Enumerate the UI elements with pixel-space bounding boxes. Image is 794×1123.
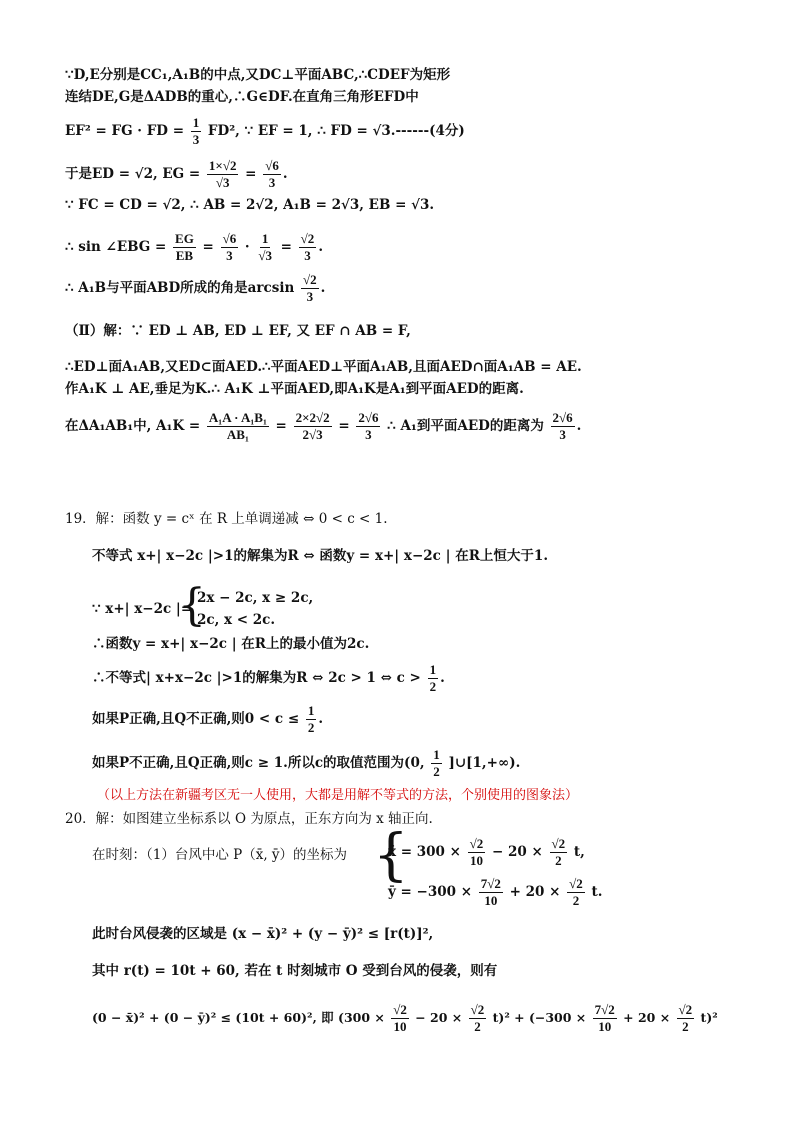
q19-line-6: 如果P正确,且Q不正确,则0 < c ≤ $\frac{1}{2}$ . xyxy=(92,703,324,735)
text: EF² = FG · FD = xyxy=(65,123,185,139)
den: 3 xyxy=(268,175,276,190)
q20-line-3: 此时台风侵袭的区域是 (x − x̄)² + (y − ȳ)² ≤ [r(t)]², xyxy=(92,926,434,942)
den: 3 xyxy=(365,427,372,442)
den: 3 xyxy=(559,427,566,442)
text: · xyxy=(244,239,250,255)
num: 2√6 xyxy=(552,410,573,425)
line-planes: ∴ED⊥面A₁AB,又ED⊂面AED.∴平面AED⊥平面A₁AB,且面AED∩面A₁AB = AE. xyxy=(65,359,582,375)
q20-line-2: 在时刻：（1）台风中心 P（x̄, ȳ）的坐标为 xyxy=(92,847,348,863)
num: √2 xyxy=(470,1002,485,1017)
den: 10 xyxy=(484,893,498,908)
num: 2√6 xyxy=(358,410,379,425)
den: 2 xyxy=(433,764,440,779)
den: 2 xyxy=(682,1019,689,1034)
text: + 20 × xyxy=(509,884,561,900)
text: − 20 × xyxy=(492,844,543,860)
line-distance: 在ΔA₁AB₁中, A₁K = $\frac{\text{A₁A · A₁B₁}}{\text{AB₁}}$ = $\frac{2\times 2√2}{2√3}$ = $\frac{2√6}{3}$ ∴ A₁到平面AED的距离为 $\frac{2√6}{3}$ . xyxy=(65,410,582,442)
line-centroid: 连结DE,G是ΔADB的重心,∴G∈DF.在直角三角形EFD中 xyxy=(65,89,419,105)
text: = xyxy=(280,239,292,255)
text: − 20 × xyxy=(415,1010,463,1025)
text: ∴ A₁到平面AED的距离为 xyxy=(387,418,544,434)
den: 3 xyxy=(304,248,311,263)
num: 7√2 xyxy=(594,1002,615,1017)
num: √2 xyxy=(678,1002,693,1017)
text: 在ΔA₁AB₁中, A₁K = xyxy=(65,418,201,434)
fraction-half xyxy=(306,703,317,736)
den: 3 xyxy=(306,289,314,304)
fraction xyxy=(221,231,239,264)
num: 1 xyxy=(307,703,315,718)
fraction xyxy=(356,410,380,443)
den: 3 xyxy=(192,132,200,147)
fraction xyxy=(301,272,319,305)
q19-line-2: 不等式 x+| x−2c |>1的解集为R ⇔ 函数y = x+| x−2c | 在R上恒大于1. xyxy=(92,548,549,564)
line-part2-start: （Ⅱ）解：∵ ED ⊥ AB, ED ⊥ EF, 又 EF ∩ AB = F, xyxy=(65,323,411,339)
den: 2 xyxy=(572,893,580,908)
num: √6 xyxy=(222,231,237,246)
num: √2 xyxy=(551,836,566,851)
num: √2 xyxy=(469,836,484,851)
fraction xyxy=(593,1002,617,1035)
fraction xyxy=(263,158,281,191)
q20-line-5 xyxy=(92,1002,718,1035)
text: + 20 × xyxy=(623,1010,671,1025)
line-sin-ebg: ∴ sin ∠EBG = $\frac{EG}{EB}$ = $\frac{√6}{3}$ · $\frac{1}{√3}$ = $\frac{√2}{3}$ . xyxy=(65,231,324,263)
coord-x xyxy=(388,836,585,869)
text: FD², ∵ EF = 1, ∴ FD = √3.------(4分) xyxy=(207,123,465,139)
den: 2 xyxy=(555,853,562,868)
fraction xyxy=(468,836,486,869)
den: EB xyxy=(175,248,194,263)
fraction xyxy=(294,410,332,443)
fraction xyxy=(173,231,196,264)
line-ef-squared xyxy=(65,115,465,148)
text: t. xyxy=(591,884,603,900)
fraction xyxy=(207,410,269,443)
num: √2 xyxy=(300,231,315,246)
den: 2 xyxy=(429,679,437,694)
q19-line-5: ∴不等式| x+x−2c |>1的解集为R ⇔ 2c > 1 ⇔ c > $\frac{1}{2}$ . xyxy=(92,662,445,694)
text: t, xyxy=(573,844,585,860)
text: = xyxy=(202,239,214,255)
fraction xyxy=(469,1002,487,1035)
num: 1 xyxy=(429,662,437,677)
left-brace: { xyxy=(178,580,206,631)
num: √6 xyxy=(265,158,279,173)
fraction xyxy=(479,876,503,909)
fraction-half xyxy=(428,662,439,695)
fraction-1-3 xyxy=(191,115,202,148)
line-angle: ∴ A₁B与平面ABD所成的角是arcsin $\frac{√2}{3}$ . xyxy=(65,272,326,304)
case-1: 2x − 2c, x ≥ 2c, xyxy=(197,590,314,606)
text: t)² xyxy=(700,1010,718,1025)
num: 1 xyxy=(433,747,440,762)
text: 如果P不正确,且Q正确,则c ≥ 1.所以c的取值范围为(0, xyxy=(92,755,425,771)
fraction xyxy=(567,876,585,909)
line-perpendicular: 作A₁K ⊥ AE,垂足为K.∴ A₁K ⊥平面AED,即A₁K是A₁到平面AED的距离. xyxy=(65,381,524,397)
text: = xyxy=(338,418,350,434)
left-brace: { xyxy=(373,823,409,888)
num: 1×√2 xyxy=(208,158,237,173)
num: EG xyxy=(175,231,194,246)
fraction-half xyxy=(431,747,442,780)
text: 于是ED = √2, EG = xyxy=(65,166,201,182)
den: √3 xyxy=(258,248,272,263)
den: 2 xyxy=(307,720,315,735)
fraction xyxy=(256,231,274,264)
q19-line-1: 19．解：函数 y = cˣ 在 R 上单调递减 ⇔ 0 < c < 1. xyxy=(65,511,388,527)
den: 2 xyxy=(474,1019,481,1034)
q20-line-1: 20．解：如图建立坐标系以 O 为原点，正东方向为 x 轴正向. xyxy=(65,811,433,827)
num: 7√2 xyxy=(480,876,501,891)
q20-line-4: 其中 r(t) = 10t + 60, 若在 t 时刻城市 O 受到台风的侵袭，则有 xyxy=(92,963,498,979)
line-ed-eg: 于是ED = √2, EG = $\frac{1\times√2}{√3}$ = $\frac{√6}{3}$ . xyxy=(65,158,288,190)
text: = xyxy=(275,418,287,434)
coord-y xyxy=(388,876,602,909)
den: 10 xyxy=(393,1019,407,1034)
num: 1 xyxy=(192,115,200,130)
text: = xyxy=(245,166,257,182)
den: AB₁ xyxy=(226,427,249,442)
fraction xyxy=(551,410,575,443)
text: ∴ A₁B与平面ABD所成的角是arcsin xyxy=(65,280,295,296)
den: 10 xyxy=(469,853,483,868)
num: √2 xyxy=(569,876,583,891)
text: ∴ sin ∠EBG = xyxy=(65,239,167,255)
text: (0 − x̄)² + (0 − ȳ)² ≤ (10t + 60)², 即 (300 × xyxy=(92,1010,385,1025)
num: A₁A · A₁B₁ xyxy=(208,410,267,425)
text: ∴不等式| x+x−2c |>1的解集为R ⇔ 2c > 1 ⇔ c > xyxy=(92,670,421,686)
text: x̄ = 300 × xyxy=(388,844,461,860)
red-note: （以上方法在新疆考区无一人使用，大都是用解不等式的方法，个别使用的图象法） xyxy=(97,788,579,803)
line-fc-cd: ∵ FC = CD = √2, ∴ AB = 2√2, A₁B = 2√3, EB = √3. xyxy=(65,197,435,213)
fraction xyxy=(299,231,317,264)
den: 10 xyxy=(598,1019,612,1034)
den: √3 xyxy=(215,175,230,190)
den: 2√3 xyxy=(302,427,323,442)
text: ]∪[1,+∞). xyxy=(448,755,521,771)
num: √2 xyxy=(393,1002,407,1017)
q19-line-4: ∴函数y = x+| x−2c | 在R上的最小值为2c. xyxy=(92,636,370,652)
case-2: 2c, x < 2c. xyxy=(197,612,276,628)
text: ȳ = −300 × xyxy=(388,884,473,900)
text: t)² + (−300 × xyxy=(492,1010,587,1025)
num: 2×2√2 xyxy=(295,410,330,425)
den: 3 xyxy=(226,248,233,263)
num: √2 xyxy=(303,272,317,287)
text: 如果P正确,且Q不正确,则0 < c ≤ xyxy=(92,711,300,727)
line-midpoints: ∵D,E分别是CC₁,A₁B的中点,又DC⊥平面ABC,∴CDEF为矩形 xyxy=(65,67,451,83)
fraction xyxy=(391,1002,409,1035)
fraction xyxy=(677,1002,695,1035)
text: ∵ x+| x−2c |= xyxy=(92,601,193,617)
fraction xyxy=(207,158,239,191)
q19-line-7 xyxy=(92,747,520,780)
fraction xyxy=(550,836,568,869)
num: 1 xyxy=(261,231,269,246)
